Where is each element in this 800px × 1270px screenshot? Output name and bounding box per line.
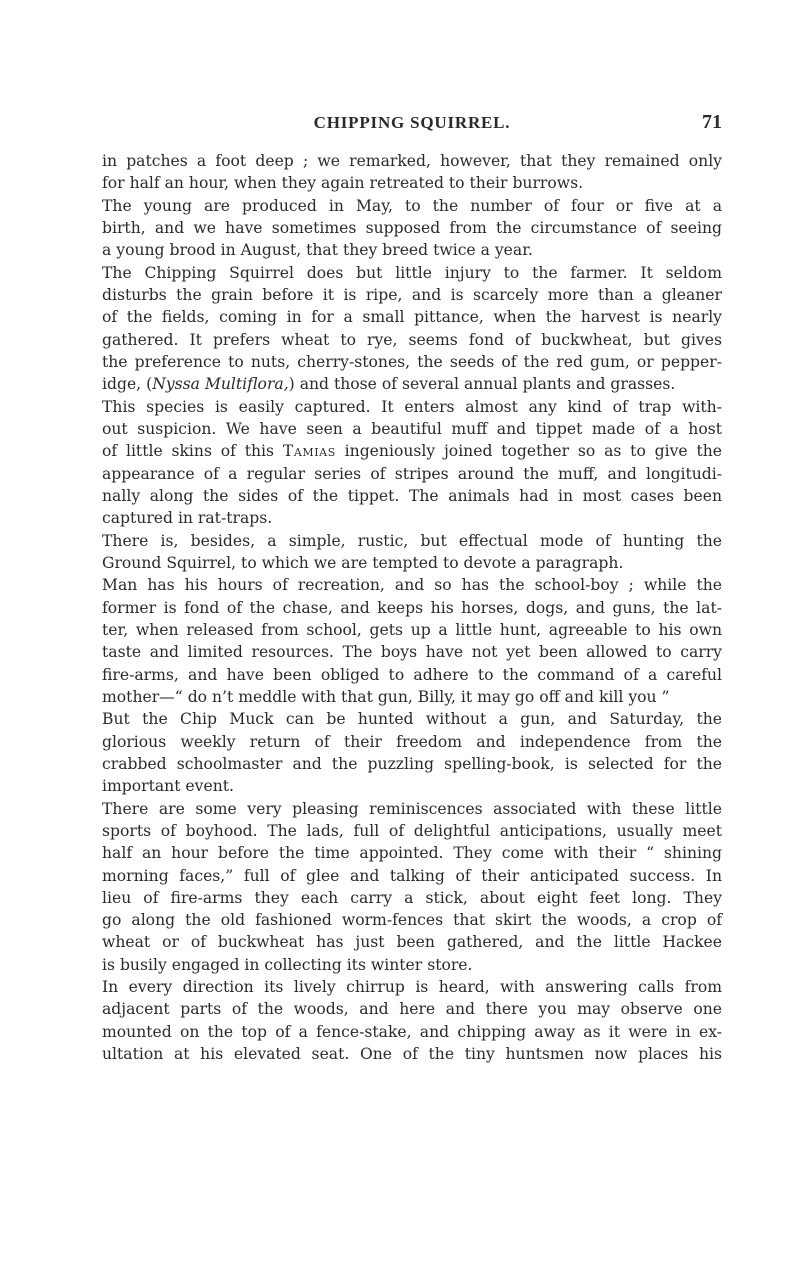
italic-species-name: Nyssa Multiflora,	[152, 375, 289, 394]
text-line: morning faces,” full of glee and talking of their anticipated success. In	[102, 866, 722, 885]
text-line: wheat or of buckwheat has just been gathered, and the little Hackee	[102, 933, 722, 952]
text-line: of the fields, coming in for a small pittance, when the harvest is nearly	[102, 308, 722, 327]
text-line: nally along the sides of the tippet. The animals had in most cases been	[102, 486, 722, 505]
text-line: a young brood in August, that they breed twice a year.	[102, 241, 533, 260]
text-line: appearance of a regular series of stripes around the muff, and longitudi-	[102, 464, 722, 483]
text-fragment: ) and those of several annual plants and grasses.	[288, 375, 676, 394]
text-line: taste and limited resources. The boys have not yet been allowed to carry	[102, 643, 722, 662]
text-line	[102, 440, 722, 462]
text-line: captured in rat-traps.	[102, 509, 273, 528]
text-line: ultation at his elevated seat. One of the tiny huntsmen now places his	[102, 1045, 722, 1064]
text-line: This species is easily captured. It enters almost any kind of trap with-	[102, 397, 722, 416]
text-line: mounted on the top of a fence-stake, and chipping away as it were in ex-	[102, 1022, 722, 1041]
text-line: The Chipping Squirrel does but little injury to the farmer. It seldom	[102, 263, 722, 282]
text-line: But the Chip Muck can be hunted without a gun, and Saturday, the	[102, 710, 722, 729]
text-line: for half an hour, when they again retreated to their burrows.	[102, 174, 584, 193]
text-line: birth, and we have sometimes supposed from the circumstance of seeing	[102, 218, 722, 237]
text-line: is busily engaged in collecting its winter store.	[102, 955, 473, 974]
text-line: In every direction its lively chirrup is heard, with answering calls from	[102, 978, 722, 997]
text-line: gathered. It prefers wheat to rye, seems fond of buckwheat, but gives	[102, 330, 722, 349]
text-line: ter, when released from school, gets up a little hunt, agreeable to his own	[102, 620, 722, 639]
text-fragment: of little skins of this	[102, 442, 283, 461]
text-line: fire-arms, and have been obliged to adhere to the command of a careful	[102, 665, 722, 684]
text-line: Ground Squirrel, to which we are tempted to devote a paragraph.	[102, 553, 624, 572]
text-line: half an hour before the time appointed. They come with their “ shining	[102, 844, 722, 863]
text-line: The young are produced in May, to the number of four or five at a	[102, 196, 722, 215]
text-line	[102, 373, 722, 395]
text-line: important event.	[102, 777, 234, 796]
text-line: mother—“ do n’t meddle with that gun, Billy, it may go off and kill you ”	[102, 687, 670, 706]
text-line: the preference to nuts, cherry-stones, the seeds of the red gum, or pepper-	[102, 352, 722, 371]
text-line: disturbs the grain before it is ripe, and is scarcely more than a gleaner	[102, 285, 722, 304]
text-line: sports of boyhood. The lads, full of delightful anticipations, usually meet	[102, 821, 722, 840]
running-title: CHIPPING SQUIRREL.	[313, 113, 511, 132]
text-line: glorious weekly return of their freedom and independence from the	[102, 732, 722, 751]
text-line: adjacent parts of the woods, and here and there you may observe one	[102, 1000, 722, 1019]
text-line: former is fond of the chase, and keeps his horses, dogs, and guns, the lat-	[102, 598, 722, 617]
text-line: out suspicion. We have seen a beautiful muff and tippet made of a host	[102, 419, 722, 438]
text-line: Man has his hours of recreation, and so has the school-boy ; while the	[102, 576, 722, 595]
text-fragment: idge, (	[102, 375, 153, 394]
running-head	[102, 113, 722, 135]
text-line: lieu of fire-arms they each carry a stick, about eight feet long. They	[102, 888, 722, 907]
text-line: There is, besides, a simple, rustic, but effectual mode of hunting the	[102, 531, 722, 550]
text-line: in patches a foot deep ; we remarked, however, that they remained only	[102, 152, 722, 170]
body-text	[102, 150, 722, 1065]
text-line: crabbed schoolmaster and the puzzling spelling-book, is selected for the	[102, 754, 722, 773]
page-number: 71	[702, 111, 722, 133]
text-line: There are some very pleasing reminiscences associated with these little	[102, 799, 722, 818]
text-line: go along the old fashioned worm-fences that skirt the woods, a crop of	[102, 911, 722, 930]
smallcaps-genus-name: Tamias	[282, 442, 336, 461]
text-fragment: ingeniously joined together so as to give the	[335, 442, 722, 461]
